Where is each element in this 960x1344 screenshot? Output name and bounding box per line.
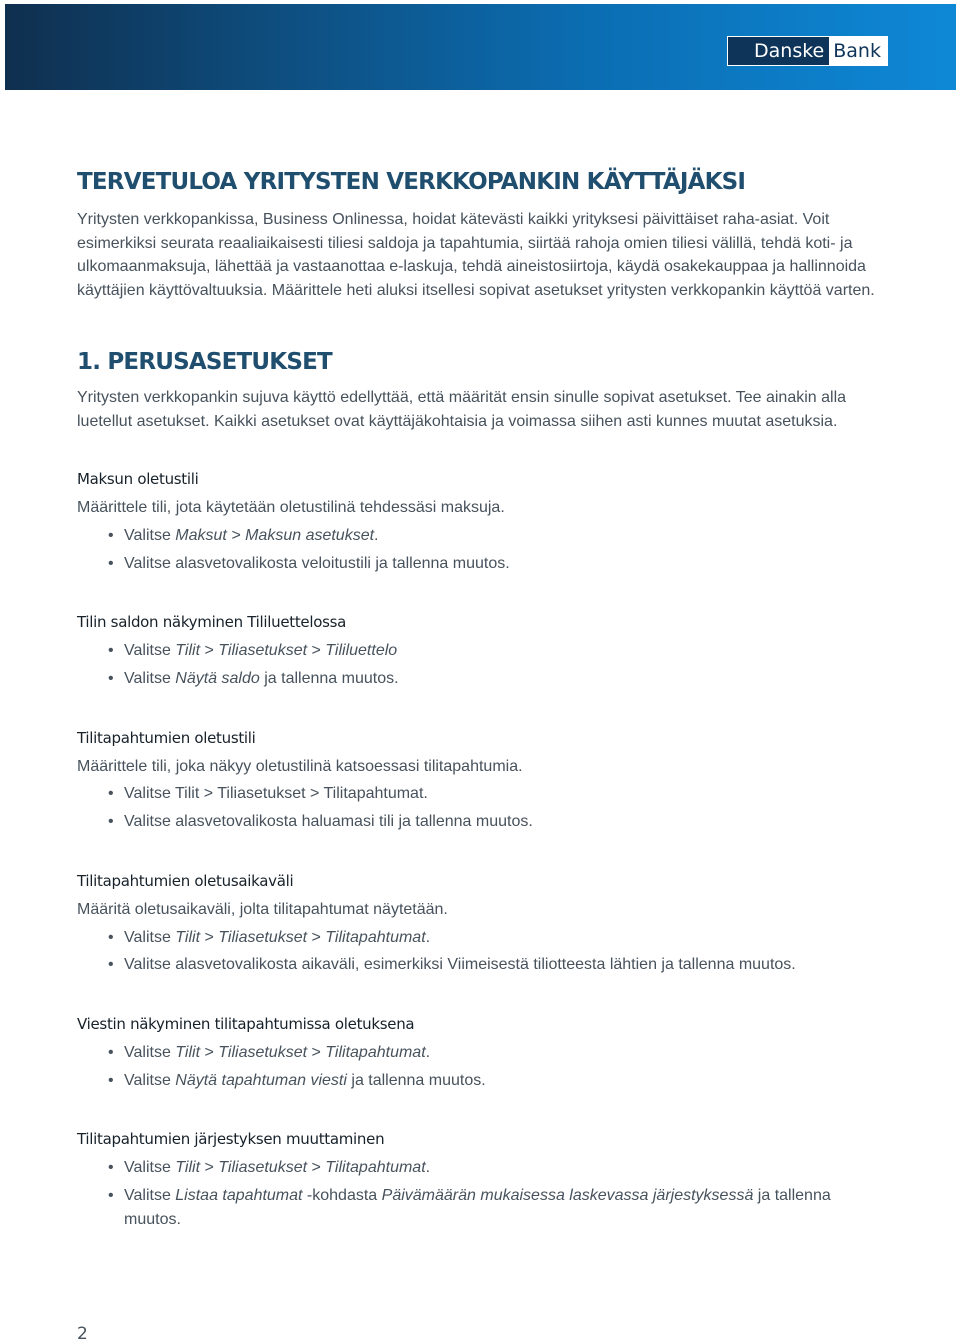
subsection-default-payment-account	[77, 468, 877, 575]
section-title: 1. PERUSASETUKSET	[77, 348, 332, 375]
subsection-title: Tilitapahtumien järjestyksen muuttaminen	[77, 1130, 385, 1149]
instruction-item: • Valitse Näytä saldo ja tallenna muutos.	[77, 667, 877, 691]
subsection-message-display	[77, 1013, 877, 1092]
subsection-title: Maksun oletustili	[77, 470, 199, 489]
logo-part-bank: Bank	[829, 37, 887, 65]
instruction-list	[77, 1156, 877, 1231]
subsection-balance-in-account-list	[77, 611, 877, 690]
instruction-item: • Valitse alasvetovalikosta veloitustili ja tallenna muutos.	[77, 552, 877, 576]
subsection-title: Tilitapahtumien oletusaikaväli	[77, 871, 294, 890]
instruction-list	[77, 524, 877, 575]
instruction-list	[77, 926, 877, 977]
instruction-item: • Valitse Tilit > Tiliasetukset > Tilitapahtumat.	[77, 782, 877, 806]
instruction-list	[77, 1041, 877, 1092]
subsection-title: Tilin saldon näkyminen Tililuettelossa	[77, 613, 347, 632]
subsection-default-time-period	[77, 870, 877, 977]
subsection-text: Määrittele tili, joka näkyy oletustilinä katsoessasi tilitapahtumia.	[77, 757, 523, 775]
danske-bank-logo	[727, 36, 888, 66]
instruction-item: • Valitse Tilit > Tiliasetukset > Tilitapahtumat.	[77, 1041, 877, 1065]
instruction-list	[77, 782, 877, 833]
instruction-item: • Valitse alasvetovalikosta aikaväli, esimerkiksi Viimeisestä tiliotteesta lähtien ja tallenna muutos.	[77, 953, 877, 977]
subsection-title: Viestin näkyminen tilitapahtumissa oletuksena	[77, 1014, 415, 1033]
header-banner	[5, 4, 956, 90]
subsection-default-transactions-account	[77, 727, 877, 834]
instruction-item: • Valitse Maksut > Maksun asetukset.	[77, 524, 877, 548]
document-body	[77, 168, 877, 1235]
subsection-title: Tilitapahtumien oletustili	[77, 728, 256, 747]
page-number: 2	[77, 1324, 88, 1344]
page-title: TERVETULOA YRITYSTEN VERKKOPANKIN KÄYTTÄJÄKSI	[77, 169, 746, 195]
instruction-item: • Valitse Tilit > Tiliasetukset > Tilitapahtumat.	[77, 926, 877, 950]
subsection-text: Määrittele tili, jota käytetään oletustilinä tehdessäsi maksuja.	[77, 499, 505, 517]
section-intro: Yritysten verkkopankin sujuva käyttö edellyttää, että määrität ensin sinulle sopivat asetukset. Tee ainakin alla luetellut asetukset. Kaikki asetukset ovat käyttäjäkohtaisia ja voimassa siihen asti kunnes muutat asetuksia.	[77, 388, 847, 430]
instruction-item: • Valitse Tilit > Tiliasetukset > Tilitapahtumat.	[77, 1156, 877, 1180]
instruction-item: • Valitse Tilit > Tiliasetukset > Tililuettelo	[77, 639, 877, 663]
logo-part-danske: Danske	[728, 37, 829, 65]
subsection-transaction-order	[77, 1128, 877, 1231]
instruction-item: • Valitse Näytä tapahtuman viesti ja tallenna muutos.	[77, 1069, 877, 1093]
instruction-item: • Valitse Listaa tapahtumat -kohdasta Päivämäärän mukaisessa laskevassa järjestyksessä ja tallenna muutos.	[77, 1184, 877, 1231]
intro-paragraph: Yritysten verkkopankissa, Business Onlinessa, hoidat kätevästi kaikki yrityksesi päivittäiset raha-asiat. Voit esimerkiksi seurata reaaliaikaisesti tiliesi saldoja ja tapahtumia, siirtää rahoja omien tiliesi välillä, tehdä koti- ja ulkomaanmaksuja, lähettää ja vastaanottaa e-laskuja, tehdä aineistosiirtoja, käydä osakekauppaa ja hallinnoida käyttäjien käyttövaltuuksia. Määrittele heti aluksi itsellesi sopivat asetukset yritysten verkkopankin käyttöä varten.	[77, 211, 875, 300]
subsection-text: Määritä oletusaikaväli, jolta tilitapahtumat näytetään.	[77, 900, 448, 918]
instruction-list	[77, 639, 877, 690]
instruction-item: • Valitse alasvetovalikosta haluamasi tili ja tallenna muutos.	[77, 810, 877, 834]
